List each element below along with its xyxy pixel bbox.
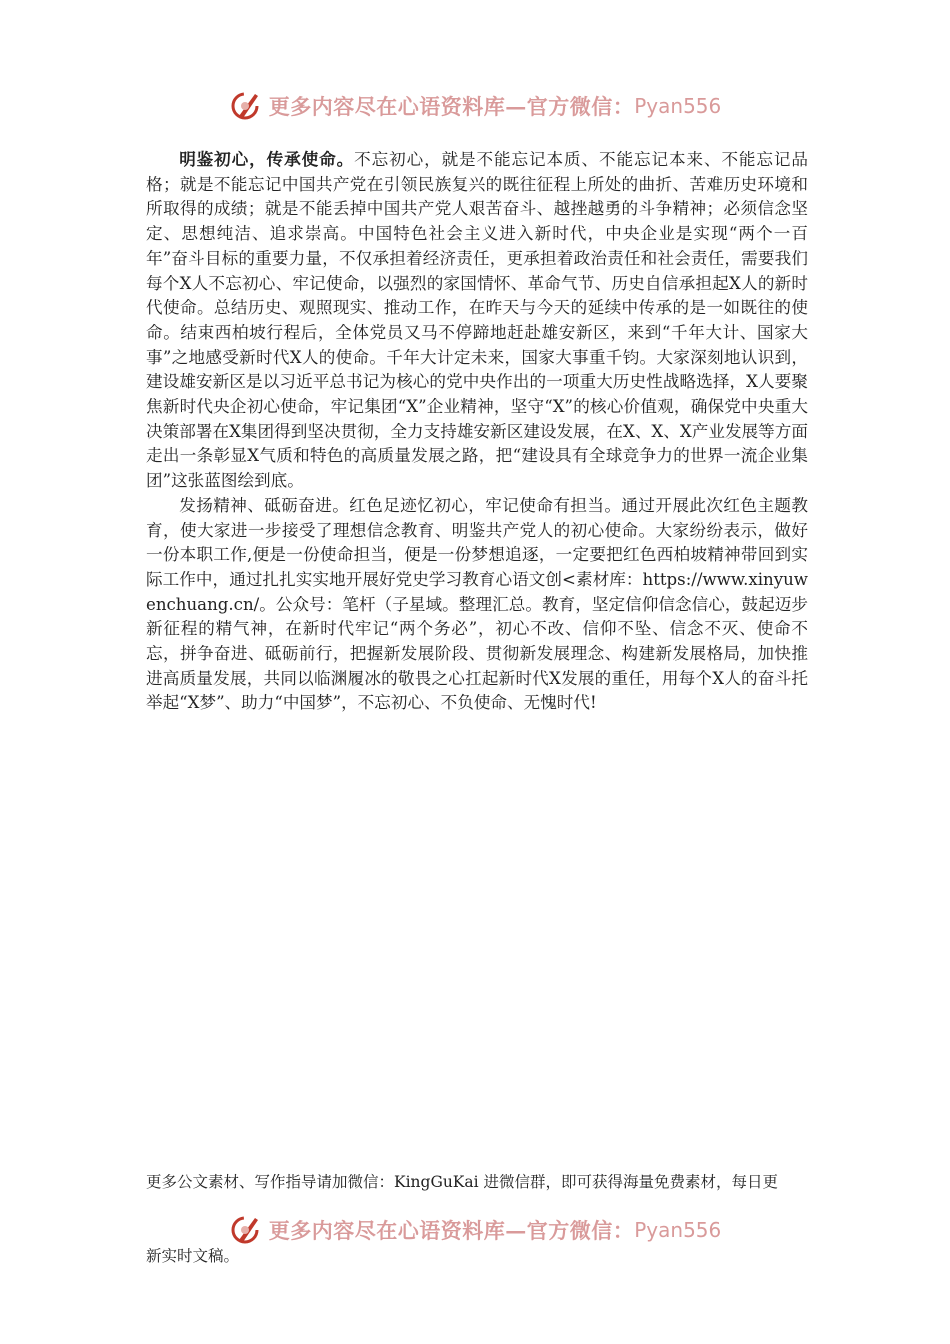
banner-text: 更多内容尽在心语资料库—官方微信： — [268, 1218, 635, 1243]
banner-wechat-id: Pyan556 — [634, 1218, 722, 1242]
paragraph-1 — [146, 147, 808, 494]
footer-note: 更多公文素材、写作指导请加微信：KingGuKai 进微信群，即可获得海量免费素材，每日更 — [146, 1173, 779, 1191]
banner-text: 更多内容尽在心语资料库—官方微信： — [268, 94, 635, 119]
brush-logo-icon — [229, 1212, 265, 1248]
header-banner — [0, 86, 950, 126]
footer-note-continued: 新实时文稿。 — [146, 1247, 240, 1265]
paragraph-1-text: 不忘初心，就是不能忘记本质、不能忘记本来、不能忘记品格；就是不能忘记中国共产党在引领民族复兴的既往征程上所处的曲折、苦难历史环境和所取得的成绩；就是不能丢掉中国共产党人艰苦奋斗、越挫越勇的斗争精神；必须信念坚定、思想纯洁、追求崇高。中国特色社会主义进入新时代，中央企业是实现“两个一百年”奋斗目标的重要力量，不仅承担着经济责任，更承担着政治责任和社会责任，需要我们每个X人不忘初心、牢记使命，以强烈的家国情怀、革命气节、历史自信承担起X人的新时代使命。总结历史、观照现实、推动工作，在昨天与今天的延续中传承的是一如既往的使命。结束西柏坡行程后，全体党员又马不停蹄地赶赴雄安新区，来到“千年大计、国家大事”之地感受新时代X人的使命。千年大计定未来，国家大事重千钧。大家深刻地认识到，建设雄安新区是以习近平总书记为核心的党中央作出的一项重大历史性战略选择，X人要聚焦新时代央企初心使命，牢记集团“X”企业精神，坚守“X”的核心价值观，确保党中央重大决策部署在X集团得到坚决贯彻，全力支持雄安新区建设发展，在X、X、X产业发展等方面走出一条彰显X气质和特色的高质量发展之路，把“建设具有全球竞争力的世界一流企业集团”这张蓝图绘到底。 — [146, 150, 809, 491]
paragraph-2-text: 发扬精神、砥砺奋进。红色足迹忆初心，牢记使命有担当。通过开展此次红色主题教育，使大家进一步接受了理想信念教育、明鉴共产党人的初心使命。大家纷纷表示，做好一份本职工作,便是一份使命担当，便是一份梦想追逐，一定要把红色西柏坡精神带回到实际工作中，通过扎扎实实地开展好党史学习教育心语文创<素材库：https://www.xinyuwenchuang.cn/。公众号：笔杆（子星域。整理汇总。教育，坚定信仰信念信心，鼓起迈步新征程的精气神，在新时代牢记“两个务必”，初心不改、信仰不坠、信念不灭、使命不忘，拼争奋进、砥砺前行，把握新发展阶段、贯彻新发展理念、构建新发展格局，加快推进高质量发展，共同以临渊履冰的敬畏之心扛起新时代X发展的重任，用每个X人的奋斗托举起“X梦”、助力“中国梦”，不忘初心、不负使命、无愧时代! — [146, 495, 808, 713]
banner-wechat-id: Pyan556 — [634, 94, 722, 118]
document-body — [146, 147, 808, 716]
brush-logo-icon — [229, 88, 265, 124]
paragraph-1-lead: 明鉴初心，传承使命。 — [179, 149, 355, 169]
footer-banner — [0, 1210, 950, 1250]
paragraph-2 — [146, 494, 808, 716]
